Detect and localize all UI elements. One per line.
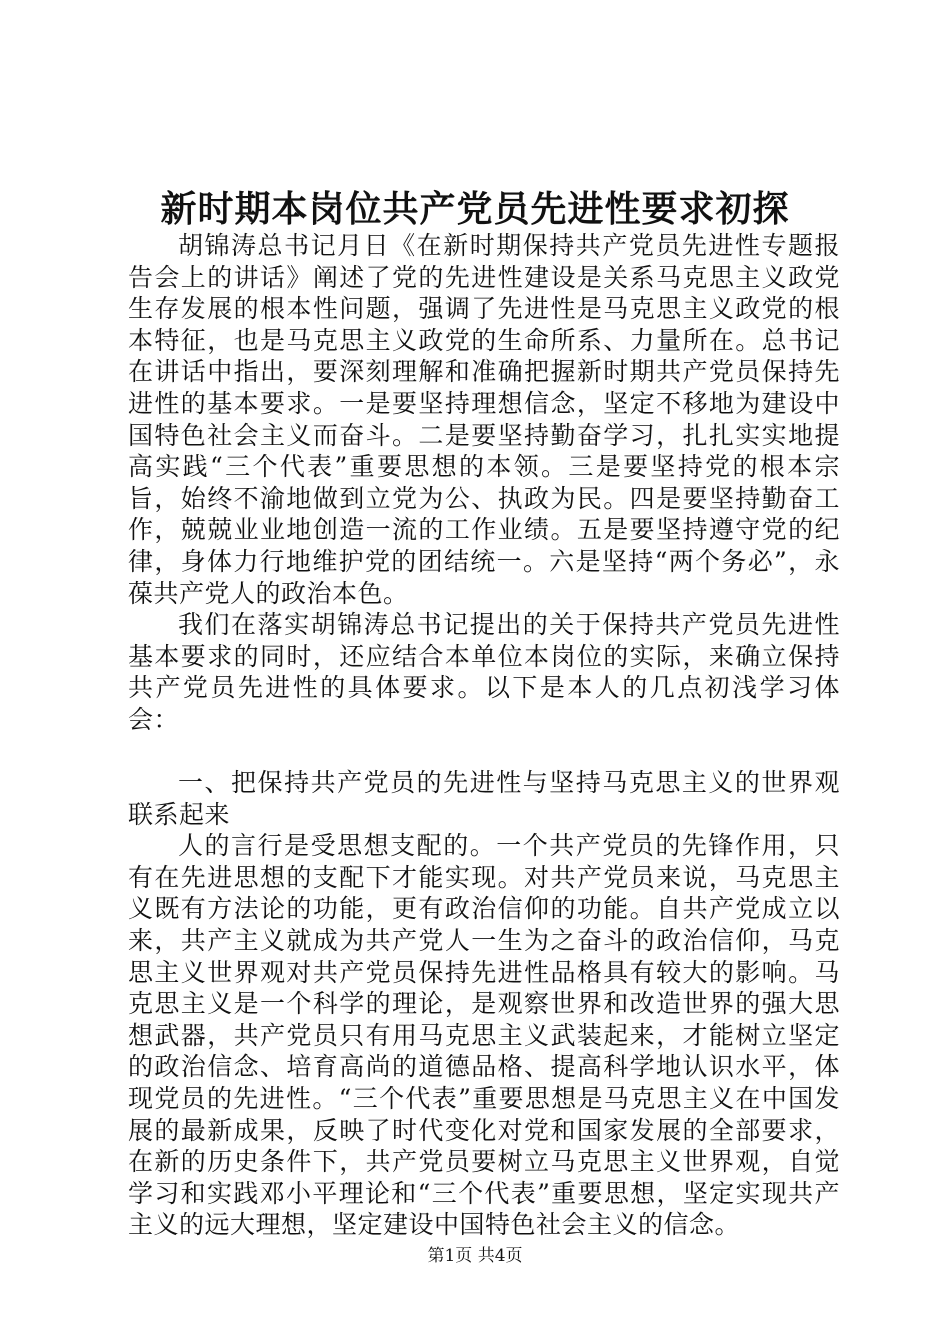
paragraph-intro: 胡锦涛总书记月日《在新时期保持共产党员先进性专题报告会上的讲话》阐述了党的先进性建设是关系马克思主义政党生存发展的根本性问题，强调了先进性是马克思主义政党的根本特征，也是马克思主义政党的生命所系、力量所在。总书记在讲话中指出，要深刻理解和准确把握新时期共产党员保持先进性的基本要求。一是要坚持理想信念，坚定不移地为建设中国特色社会主义而奋斗。二是要坚持勤奋学习，扎扎实实地提高实践“三个代表”重要思想的本领。三是要坚持党的根本宗旨，始终不渝地做到立党为公、执政为民。四是要坚持勤奋工作，兢兢业业地创造一流的工作业绩。五是要坚持遵守党的纪律，身体力行地维护党的团结统一。六是坚持“两个务必”，永葆共产党人的政治本色。: [128, 231, 840, 608]
page-footer: 第1页 共4页: [427, 1246, 523, 1266]
blank-line: [128, 736, 840, 768]
paragraph-context: 我们在落实胡锦涛总书记提出的关于保持共产党员先进性基本要求的同时，还应结合本单位本岗位的实际，来确立保持共产党员先进性的具体要求。以下是本人的几点初浅学习体会：: [128, 610, 840, 734]
paragraph-section-1: 人的言行是受思想支配的。一个共产党员的先锋作用，只有在先进思想的支配下才能实现。对共产党员来说，马克思主义既有方法论的功能，更有政治信仰的功能。自共产党成立以来，共产主义就成为共产党人一生为之奋斗的政治信仰，马克思主义世界观对共产党员保持先进性品格具有较大的影响。马克思主义是一个科学的理论，是观察世界和改造世界的强大思想武器，共产党员只有用马克思主义武装起来，才能树立坚定的政治信念、培育高尚的道德品格、提高科学地认识水平，体现党员的先进性。“三个代表”重要思想是马克思主义在中国发展的最新成果，反映了时代变化对党和国家发展的全部要求，在新的历史条件下，共产党员要树立马克思主义世界观，自觉学习和实践邓小平理论和“三个代表”重要思想，坚定实现共产主义的远大理想，坚定建设中国特色社会主义的信念。: [128, 831, 840, 1240]
section-heading-1: 一、把保持共产党员的先进性与坚持马克思主义的世界观联系起来: [128, 768, 840, 829]
document-title: 新时期本岗位共产党员先进性要求初探: [160, 188, 790, 230]
document-body: [128, 230, 840, 1241]
